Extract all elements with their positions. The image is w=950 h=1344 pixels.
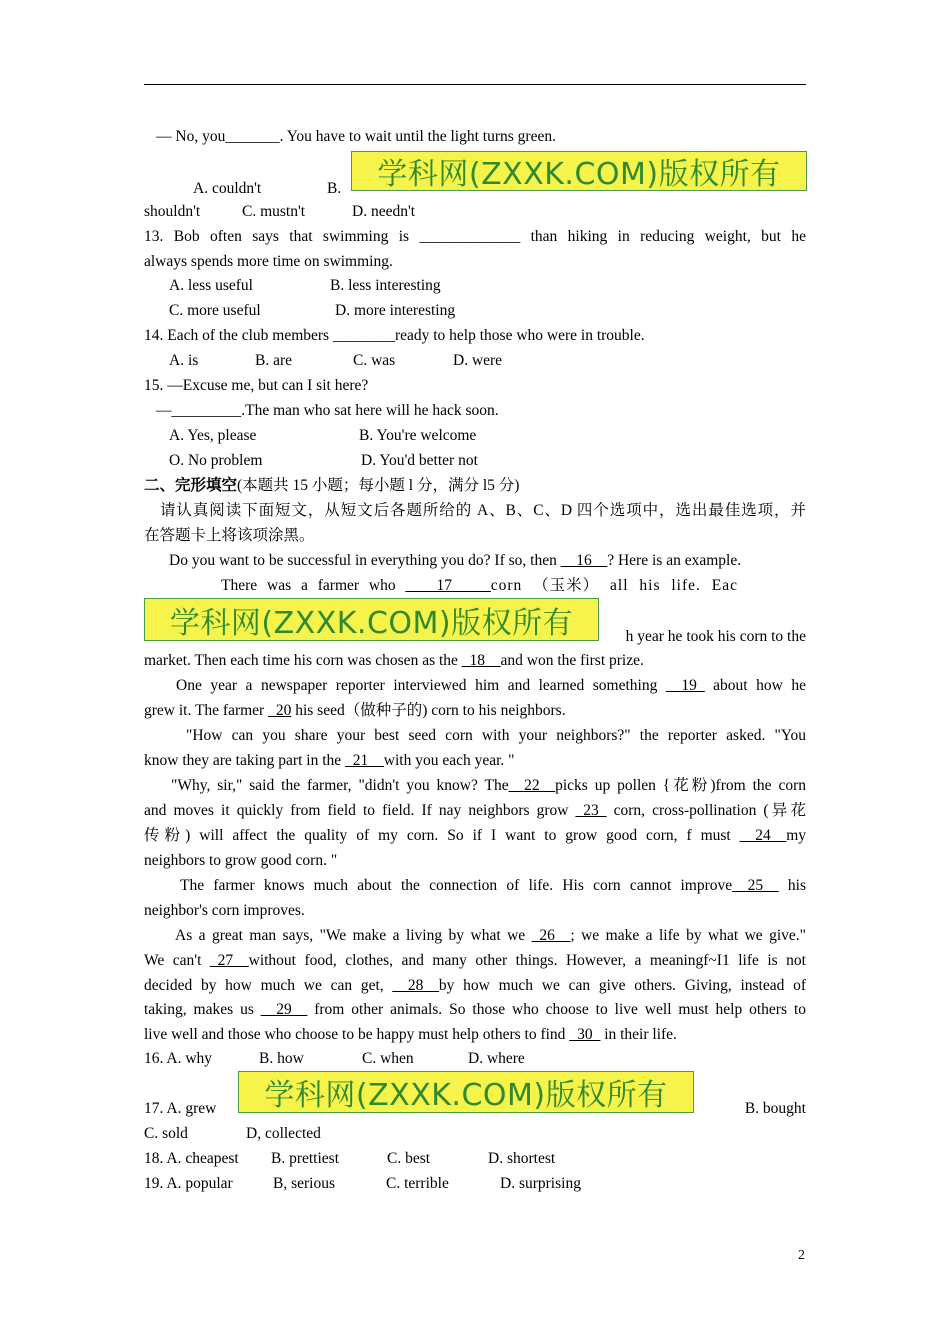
- q18-option-c: C. best: [387, 1150, 431, 1167]
- blank-29: __29__: [260, 1001, 308, 1018]
- q17-option-b: B. bought: [744, 1100, 806, 1117]
- q16-option-c: C. when: [362, 1050, 414, 1067]
- q19-option-a: 19. A. popular: [144, 1175, 233, 1192]
- q14-option-d: D. were: [453, 352, 503, 369]
- passage-text: his seed（做种子的) corn to his neighbors.: [291, 702, 566, 719]
- blank-16: __16__: [560, 552, 608, 569]
- watermark-1: [351, 151, 807, 191]
- passage-line: [171, 776, 806, 796]
- header-rule: [144, 84, 806, 85]
- passage-line: [144, 701, 806, 721]
- passage-text: by how much we can give others. Giving, instead of: [438, 977, 807, 994]
- blank-22: __22__: [508, 777, 556, 794]
- section-heading: [144, 476, 806, 496]
- section-instructions-line1: 请认真阅读下面短文，从短文后各题所给的 A、B、C、D 四个选项中，选出最佳选项，并: [160, 502, 806, 519]
- watermark-text: 学科网(ZXXK.COM)版权所有: [264, 1078, 668, 1113]
- passage-line: [169, 551, 831, 571]
- passage-text: We can't: [144, 952, 210, 969]
- q14-option-c: C. was: [353, 352, 396, 369]
- passage-text: The farmer knows much about the connection of life. His corn cannot improve: [180, 877, 733, 894]
- blank-28: __28__: [392, 977, 439, 994]
- passage-line: [144, 826, 806, 846]
- q13-stem-line2: always spends more time on swimming.: [144, 253, 393, 270]
- q15-stem: 15. —Excuse me, but can I sit here?: [144, 377, 369, 394]
- passage-line: [144, 951, 806, 971]
- passage-text: with you each year. ": [383, 752, 515, 769]
- passage-line: [144, 1025, 806, 1045]
- q13-option-d: D. more interesting: [335, 302, 456, 319]
- q19-option-c: C. terrible: [386, 1175, 449, 1192]
- q14-option-a: A. is: [169, 352, 199, 369]
- passage-line: [144, 801, 806, 821]
- q14-stem: 14. Each of the club members ________ready to help those who were in trouble.: [144, 327, 645, 344]
- passage-line: [175, 926, 806, 946]
- q12-option-d: D. needn't: [352, 203, 416, 220]
- passage-text: corn, cross-pollination (异花: [606, 802, 806, 819]
- passage-text: grew it. The farmer: [144, 702, 269, 719]
- q15-option-b: B. You're welcome: [359, 427, 477, 444]
- passage-text: picks up pollen {花粉)from the corn: [555, 777, 806, 794]
- passage-text: corn （玉米） all his life. Eac: [490, 577, 739, 594]
- q15-reply: —_________.The man who sat here will he hack soon.: [156, 402, 499, 419]
- passage-text: market. Then each time his corn was chosen as the: [144, 652, 462, 669]
- q16-option-a: 16. A. why: [144, 1050, 213, 1067]
- blank-26: _26__: [531, 927, 571, 944]
- watermark-text: 学科网(ZXXK.COM)版权所有: [169, 605, 574, 641]
- blank-18: _18__: [461, 652, 501, 669]
- q15-option-c: O. No problem: [169, 452, 263, 469]
- passage-text: and won the first prize.: [500, 652, 644, 669]
- section-instructions-line2: 在答题卡上将该项涂黑。: [144, 527, 315, 544]
- passage-text: There was a farmer who: [221, 577, 406, 594]
- q13-stem-line1: 13. Bob often says that swimming is _____________ than hiking in reducing weight, but he: [144, 228, 806, 245]
- q18-option-d: D. shortest: [488, 1150, 556, 1167]
- passage-text: without food, clothes, and many other things. However, a meaningf~I1 life is not: [248, 952, 806, 969]
- passage-line: [144, 976, 806, 996]
- passage-text: from other animals. So those who choose to live well must help others to: [307, 1001, 806, 1018]
- passage-line: neighbors to grow good corn. ": [144, 852, 338, 869]
- blank-19: __19_: [665, 677, 705, 694]
- passage-line: [176, 676, 806, 696]
- passage-text: 传粉) will affect the quality of my corn. So if I want to grow good corn, f must: [144, 827, 740, 844]
- passage-text: ? Here is an example.: [607, 552, 742, 569]
- passage-text: about how he: [704, 677, 807, 694]
- passage-line: h year he took his corn to the: [625, 628, 806, 645]
- blank-30: _30_: [569, 1026, 601, 1043]
- passage-line: [144, 651, 806, 671]
- page-number: 2: [798, 1248, 805, 1263]
- q17-option-a: 17. A. grew: [144, 1100, 217, 1117]
- q15-option-d: D. You'd better not: [361, 452, 478, 469]
- passage-text: his: [778, 877, 806, 894]
- passage-text: As a great man says, "We make a living by what we: [175, 927, 532, 944]
- q18-option-b: B. prettiest: [271, 1150, 340, 1167]
- blank-23: _23_: [575, 802, 607, 819]
- q19-option-b: B, serious: [273, 1175, 335, 1192]
- section-title: 二、完形填空: [144, 477, 238, 494]
- q16-option-d: D. where: [468, 1050, 525, 1067]
- q19-option-d: D. surprising: [500, 1175, 581, 1192]
- passage-text: ; we make a life by what we give.": [570, 927, 806, 944]
- passage-line: [180, 876, 806, 896]
- section-scoring: (本题共 15 小题；每小题 l 分，满分 l5 分): [237, 477, 520, 494]
- q16-option-b: B. how: [259, 1050, 304, 1067]
- q13-option-c: C. more useful: [169, 302, 261, 319]
- q12-option-c: C. mustn't: [242, 203, 306, 220]
- watermark-2: [144, 598, 599, 641]
- blank-21: _21__: [345, 752, 384, 769]
- q12-option-b-text: shouldn't: [144, 203, 201, 220]
- q12-option-a: A. couldn't: [193, 180, 262, 197]
- passage-text: decided by how much we can get,: [144, 977, 393, 994]
- blank-24: __24__: [739, 827, 787, 844]
- blank-25: __25__: [732, 877, 779, 894]
- blank-27: _27__: [209, 952, 249, 969]
- passage-text: know they are taking part in the: [144, 752, 346, 769]
- passage-line: [144, 751, 806, 771]
- passage-text: live well and those who choose to be happy must help others to find: [144, 1026, 570, 1043]
- q15-option-a: A. Yes, please: [169, 427, 257, 444]
- passage-line: [221, 576, 806, 596]
- passage-text: and moves it quickly from field to field. If nay neighbors grow: [144, 802, 576, 819]
- watermark-3: [238, 1071, 694, 1113]
- passage-line: "How can you share your best seed corn with your neighbors?" the reporter asked. "You: [186, 727, 806, 744]
- passage-text: my: [786, 827, 806, 844]
- passage-text: taking, makes us: [144, 1001, 261, 1018]
- passage-text: One year a newspaper reporter interviewed him and learned something: [176, 677, 666, 694]
- q14-option-b: B. are: [255, 352, 293, 369]
- q13-option-b: B. less interesting: [330, 277, 441, 294]
- q12-dialog: — No, you_______. You have to wait until the light turns green.: [156, 128, 556, 145]
- blank-20: _20: [268, 702, 292, 719]
- blank-17: ____17_____: [405, 577, 491, 594]
- passage-text: Do you want to be successful in everything you do? If so, then: [169, 552, 561, 569]
- q12-option-b: B.: [327, 180, 342, 197]
- q18-option-a: 18. A. cheapest: [144, 1150, 239, 1167]
- passage-text: "Why, sir," said the farmer, "didn't you know? The: [171, 777, 509, 794]
- q17-option-c: C. sold: [144, 1125, 188, 1142]
- q17-option-d: D, collected: [246, 1125, 321, 1142]
- q13-option-a: A. less useful: [169, 277, 253, 294]
- passage-text: in their life.: [600, 1026, 677, 1043]
- watermark-text: 学科网(ZXXK.COM)版权所有: [377, 157, 781, 191]
- passage-line: [144, 1000, 806, 1020]
- passage-line: neighbor's corn improves.: [144, 902, 305, 919]
